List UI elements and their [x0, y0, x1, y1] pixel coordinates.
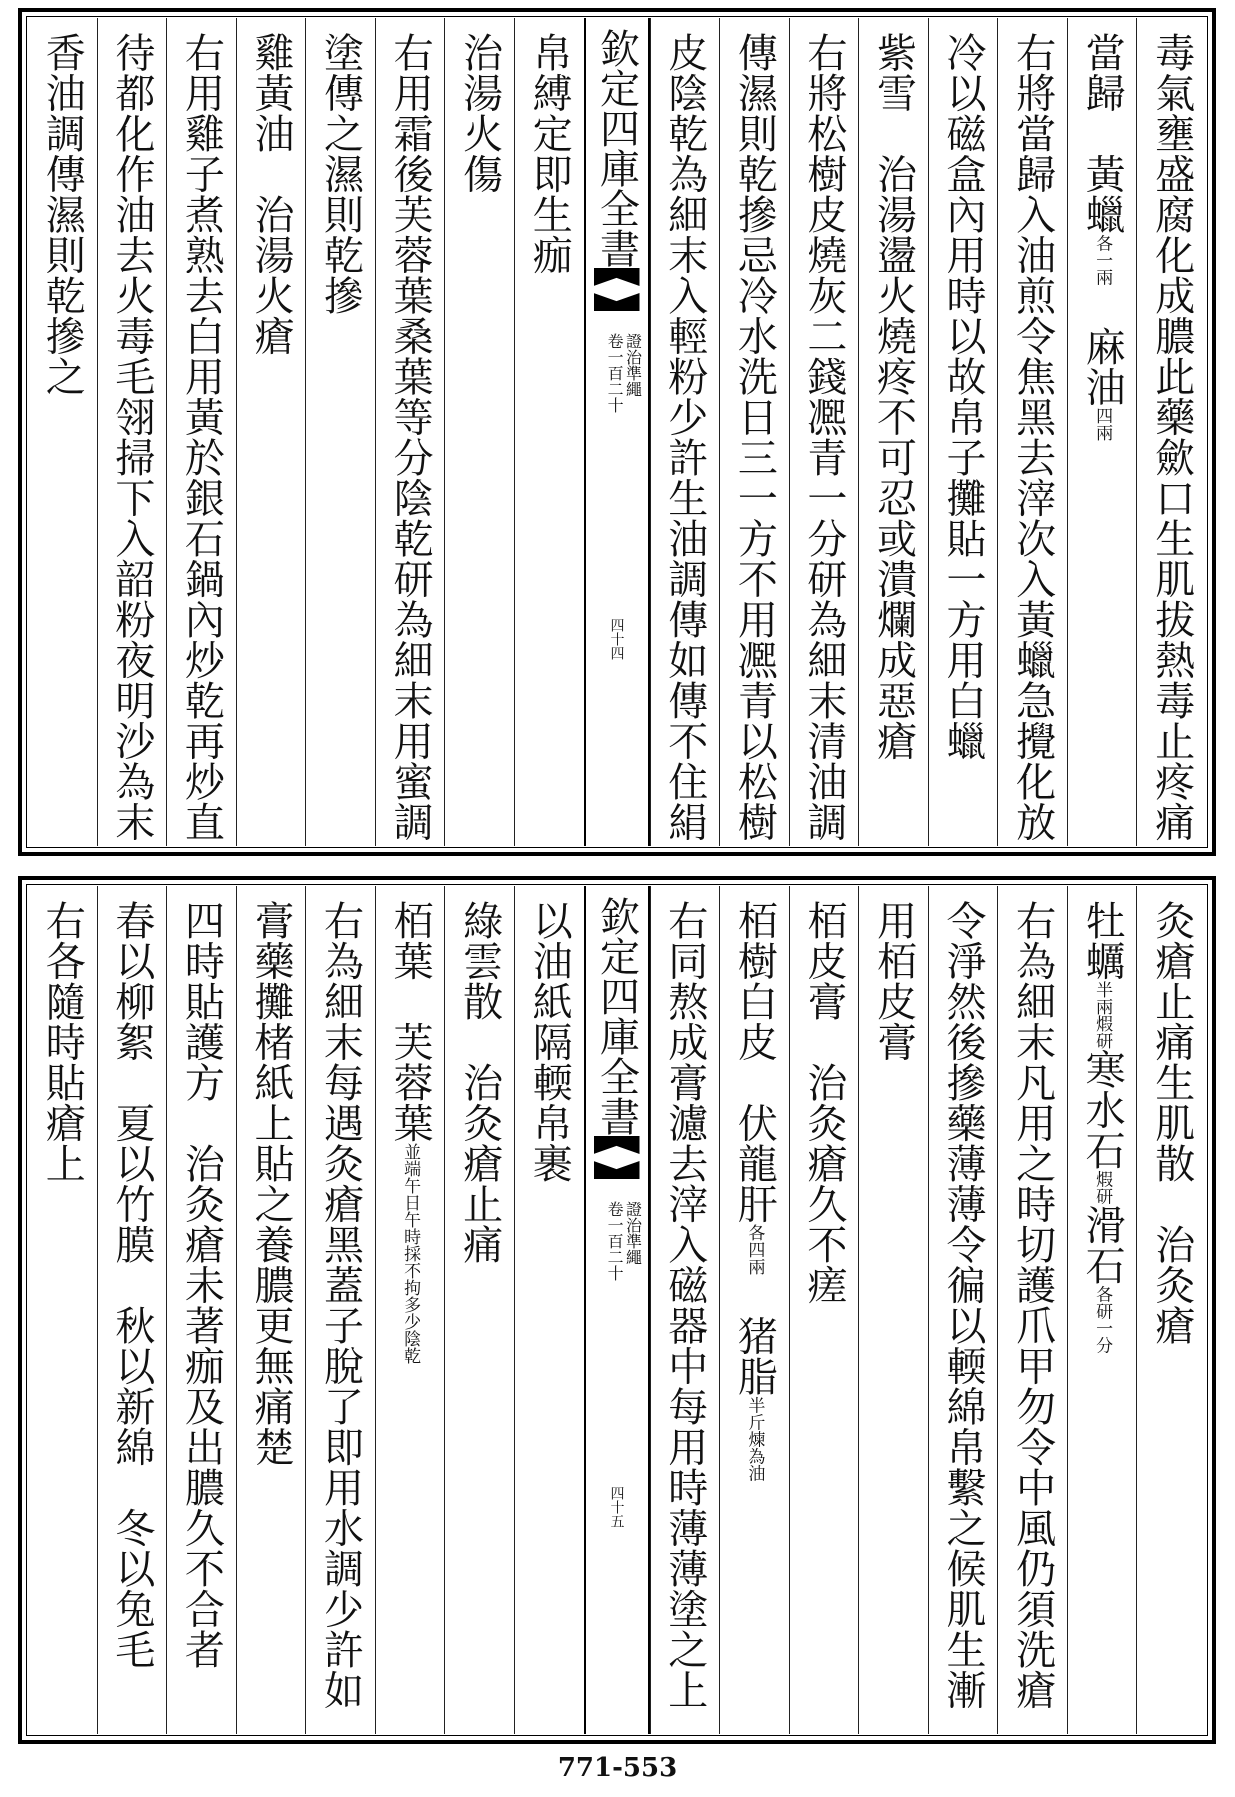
- text-column: [97, 18, 167, 846]
- text-column: [28, 886, 97, 1734]
- text-column: [719, 886, 789, 1734]
- column-text: 膏藥攤楮紙上貼之養膿更無痛楚: [247, 900, 294, 1467]
- inline-note: 各研一分: [1092, 1285, 1113, 1354]
- column-text: 香油調傳濕則乾摻之: [39, 32, 86, 397]
- column-text: 毒氣壅盛腐化成膿此藥歛口生肌拔熱毒止疼痛: [1148, 32, 1195, 842]
- text-column: [514, 18, 584, 846]
- text-column: [1067, 886, 1137, 1734]
- column-text: 栢樹白皮 伏龍肝: [731, 900, 778, 1224]
- leaf-number: 四十五: [608, 1486, 625, 1528]
- text-column: [858, 18, 928, 846]
- column-text: 右將當歸入油煎令焦黑去滓次入黃蠟急攪化放: [1009, 32, 1056, 842]
- column-text: 用栢皮膏: [870, 900, 917, 1062]
- text-column: [375, 886, 445, 1734]
- column-text: 右將松樹皮燒灰二錢凞青一分研為細末清油調: [800, 32, 847, 842]
- column-text: 猪脂: [731, 1275, 778, 1397]
- text-column: [28, 18, 97, 846]
- text-column: [789, 18, 859, 846]
- column-text: 紫雪 治湯盪火燒疼不可忍或潰爛成惡瘡: [870, 32, 917, 761]
- bottom-text-columns: [28, 886, 1206, 1734]
- column-text: 寒水石: [1079, 1049, 1126, 1171]
- column-text: 傳濕則乾摻忌冷水洗日三一方不用凞青以松樹: [731, 32, 778, 842]
- column-text: 以油紙隔輭帛裹: [526, 900, 573, 1184]
- column-text: 栢皮膏 治灸瘡久不瘥: [800, 900, 847, 1305]
- column-text: 冷以磁盒內用時以故帛子攤貼一方用白蠟: [940, 32, 987, 761]
- text-column: [789, 886, 859, 1734]
- column-text: 栢葉 芙蓉葉: [387, 900, 434, 1143]
- text-column: [166, 18, 236, 846]
- column-text: 待都化作油去火毒毛翎掃下入韶粉夜明沙為末: [108, 32, 155, 842]
- text-column: [928, 886, 998, 1734]
- inline-note: 各四兩: [744, 1224, 765, 1275]
- center-fold-column: [584, 18, 650, 846]
- text-column: [928, 18, 998, 846]
- column-text: 春以柳絮 夏以竹膜 秋以新綿 冬以兔毛: [108, 900, 155, 1670]
- bottom-page-panel: [18, 876, 1216, 1744]
- column-text: 治湯火傷: [456, 32, 503, 194]
- footer-page-number: 771-553: [557, 1753, 678, 1783]
- text-column: [305, 18, 375, 846]
- text-column: [236, 886, 306, 1734]
- inline-note: 並端午日午時採不拘多少陰乾: [400, 1143, 421, 1364]
- column-text: 右各隨時貼瘡上: [39, 900, 86, 1184]
- column-text: 右用雞子煮熟去白用黃於銀石鍋內炒乾再炒直: [178, 32, 225, 842]
- text-column: [719, 18, 789, 846]
- text-column: [305, 886, 375, 1734]
- inline-note: 半斤煉為油: [744, 1396, 765, 1482]
- text-column: [997, 18, 1067, 846]
- inline-note: 四兩: [1092, 407, 1113, 441]
- book-name: 證治準繩: [623, 333, 643, 397]
- column-text: 塗傳之濕則乾摻: [317, 32, 364, 316]
- text-column: [514, 886, 584, 1734]
- column-text: 四時貼護方 治灸瘡未著痂及出膿久不合者: [178, 900, 225, 1670]
- column-text: 雞黃油 治湯火瘡: [247, 32, 294, 356]
- column-text: 灸瘡止痛生肌散 治灸瘡: [1148, 900, 1195, 1346]
- top-page-panel: [18, 8, 1216, 856]
- column-text: 右為細末凡用之時切護爪甲勿令中風仍須洗瘡: [1009, 900, 1056, 1710]
- inline-note: 煆研: [1092, 1170, 1113, 1205]
- column-text: 皮陰乾為細末入輕粉少許生油調傳如傳不住絹: [661, 32, 708, 842]
- text-column: [1136, 886, 1206, 1734]
- book-series-title: 欽定四庫全書: [593, 896, 640, 1136]
- leaf-number: 四十四: [608, 618, 625, 660]
- text-column: [650, 18, 720, 846]
- inline-note: 各一兩: [1092, 234, 1113, 286]
- text-column: [997, 886, 1067, 1734]
- column-text: 牡蠣: [1079, 900, 1126, 981]
- column-text: 麻油: [1079, 285, 1126, 407]
- column-text: 帛縛定即生痂: [526, 32, 573, 275]
- book-name: 證治準繩: [623, 1201, 643, 1265]
- text-column: [97, 886, 167, 1734]
- volume-label: 卷一百二十: [605, 1201, 625, 1281]
- text-column: [1136, 18, 1206, 846]
- top-text-columns: [28, 18, 1206, 846]
- column-text: 令淨然後摻藥薄薄令徧以輭綿帛繫之候肌生漸: [940, 900, 987, 1710]
- text-column: [650, 886, 720, 1734]
- text-column: [444, 18, 514, 846]
- column-text: 滑石: [1079, 1204, 1126, 1286]
- text-column: [858, 886, 928, 1734]
- column-text: 右用霜後芙蓉葉桑葉等分陰乾研為細末用蜜調: [387, 32, 434, 842]
- volume-label: 卷一百二十: [605, 333, 625, 413]
- text-column: [444, 886, 514, 1734]
- text-column: [236, 18, 306, 846]
- center-fold-column: [584, 886, 650, 1734]
- column-text: 當歸 黃蠟: [1079, 32, 1126, 235]
- book-meta: [605, 1201, 642, 1281]
- column-text: 綠雲散 治灸瘡止痛: [456, 900, 503, 1265]
- inline-note: 半兩煆研: [1092, 981, 1113, 1049]
- column-text: 右為細末每遇灸瘡黑蓋子脫了即用水調少許如: [317, 900, 364, 1710]
- book-series-title: 欽定四庫全書: [593, 28, 640, 268]
- column-text: 右同熬成膏濾去滓入磁器中每用時薄薄塗之上: [661, 900, 708, 1710]
- text-column: [375, 18, 445, 846]
- text-column: [166, 886, 236, 1734]
- book-meta: [605, 333, 642, 413]
- text-column: [1067, 18, 1137, 846]
